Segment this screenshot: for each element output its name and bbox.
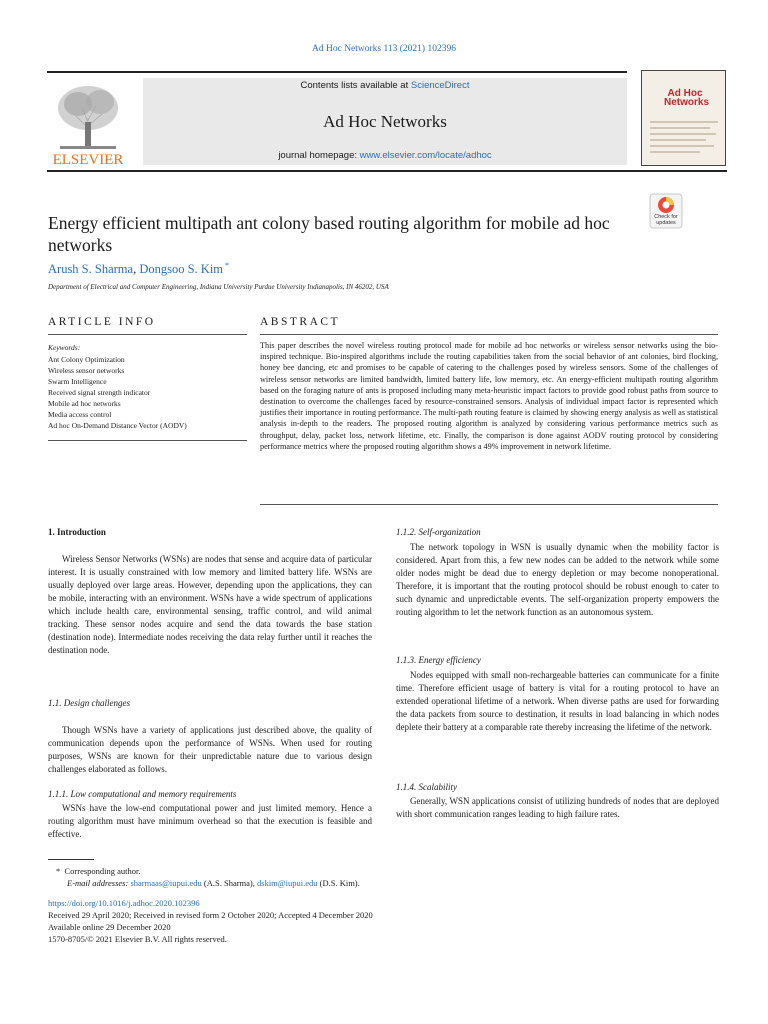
section-energy-heading: 1.1.3. Energy efficiency bbox=[396, 655, 481, 665]
sciencedirect-link[interactable]: ScienceDirect bbox=[410, 80, 470, 91]
check-for-updates-label[interactable]: Check for updates bbox=[654, 214, 678, 226]
email-sharma-name: (A.S. Sharma), bbox=[201, 878, 258, 888]
contents-prefix: Contents lists available at bbox=[300, 80, 411, 91]
intro-paragraph: Wireless Sensor Networks (WSNs) are nodes that sense and acquire data of particular interest. It is usually constrained with low memory and limited battery life. WSNs are usually deployed over large areas. However, depending upon the applications, they can be mobile, interacting with an environment. WSNs have a wide spectrum of applications which include health care, environmental sensing, traffic control, and wild animal tracking. These sensor nodes acquire and send the data towards the base station (destination node). Intermediate nodes receiving the data relay further until it reaches the destination node. bbox=[48, 554, 372, 655]
design-paragraph: Though WSNs have a variety of applications just described above, the quality of communication depends upon the performance of WSNs. When used for routing purposes, WSNs are known for their unpredictable nature due to various design challenges elaborated as follows. bbox=[48, 725, 372, 774]
keyword: Received signal strength indicator bbox=[48, 388, 151, 397]
energy-paragraph: Nodes equipped with small non-rechargeable batteries can communicate for a finite time. Therefore efficient usage of battery is vital for a routing protocol to have an extended operational lifetime of a network. When diverse paths are used for forwarding the data packets from source to destination, it results in load balancing in which nodes deplete their battery at a comparable rate thereby increasing the lifetime of the network. bbox=[396, 670, 719, 732]
elsevier-tree-logo[interactable] bbox=[48, 78, 128, 168]
email-note bbox=[67, 877, 360, 889]
keyword: Ad hoc On-Demand Distance Vector (AODV) bbox=[48, 421, 187, 430]
journal-homepage bbox=[143, 150, 627, 161]
keywords-list bbox=[48, 354, 187, 431]
email-label: E-mail addresses: bbox=[67, 878, 131, 888]
keywords-label: Keywords: bbox=[48, 343, 81, 352]
footnote-rule bbox=[48, 859, 94, 860]
section-lowcomp-heading: 1.1.1. Low computational and memory requirements bbox=[48, 789, 237, 799]
journal-reference[interactable]: Ad Hoc Networks 113 (2021) 102396 bbox=[312, 44, 456, 54]
section-design-heading: 1.1. Design challenges bbox=[48, 698, 130, 708]
corresponding-text: Corresponding author. bbox=[64, 866, 141, 876]
journal-title: Ad Hoc Networks bbox=[323, 112, 447, 131]
email-kim-link[interactable]: dskim@iupui.edu bbox=[257, 878, 318, 888]
lowcomp-paragraph: WSNs have the low-end computational power and just limited memory. Hence a routing algorithm must have minimum overhead so that the execution is feasible and effective. bbox=[48, 803, 372, 839]
corresponding-mark[interactable]: * bbox=[223, 261, 230, 270]
publisher-name: ELSEVIER bbox=[52, 152, 124, 168]
homepage-prefix: journal homepage: bbox=[278, 150, 360, 161]
section-scalability-heading: 1.1.4. Scalability bbox=[396, 782, 457, 792]
homepage-link[interactable]: www.elsevier.com/locate/adhoc bbox=[359, 150, 492, 161]
section-selforg-heading: 1.1.2. Self-organization bbox=[396, 527, 481, 537]
email-sharma-link[interactable]: sharmaas@iupui.edu bbox=[130, 878, 202, 888]
keyword: Wireless sensor networks bbox=[48, 366, 125, 375]
footnote-mark: * bbox=[56, 866, 61, 876]
paper-title: Energy efficient multipath ant colony based routing algorithm for mobile ad hoc networks bbox=[48, 213, 610, 255]
keyword: Swarm Intelligence bbox=[48, 377, 107, 386]
abstract-bottom-rule bbox=[260, 504, 718, 505]
cover-title: Ad Hoc Networks bbox=[664, 88, 710, 108]
section-introduction-heading: 1. Introduction bbox=[48, 527, 106, 537]
author-kim[interactable]: Dongsoo S. Kim bbox=[139, 262, 224, 277]
doi-link[interactable]: https://doi.org/10.1016/j.adhoc.2020.102396 bbox=[48, 898, 200, 908]
email-kim-name: (D.S. Kim). bbox=[317, 878, 360, 888]
author-list bbox=[48, 261, 229, 277]
article-info-rule bbox=[48, 334, 247, 335]
contents-line bbox=[143, 80, 627, 91]
keyword: Media access control bbox=[48, 410, 112, 419]
affiliation: Department of Electrical and Computer Engineering, Indiana University Purdue University Indianapolis, IN 46202, USA bbox=[48, 283, 389, 291]
keywords-bottom-rule bbox=[48, 440, 247, 441]
article-info-heading: ARTICLE INFO bbox=[48, 316, 156, 328]
header-bottom-rule bbox=[47, 170, 727, 172]
author-separator: , bbox=[133, 262, 140, 277]
abstract-heading: ABSTRACT bbox=[260, 316, 341, 328]
corresponding-note bbox=[56, 865, 141, 877]
abstract-text: This paper describes the novel wireless routing protocol made for mobile ad hoc networks or wireless sensor networks using the bio-inspired technique. Bio-inspired algorithms include the routing capabilities taken from the social behavior of ant colonies, bird flocking, honey bee dancing, etc and promises to be capable of catering to the challenges posed by wireless sensors. Some of the challenges of wireless sensor networks are limited bandwidth, limited battery life, low memory, etc. An energy-efficient multipath routing algorithm based on the foraging nature of ants is proposed including many meta-heuristic impact factors to provide good robust paths from source to destination to overcome the challenges faced by resource-constrained sensors. Analysis of individual impact factor is represented which justifies their importance in routing performance. The multi-path routing feature is claimed by showing energy analysis as well as statistical analysis in-depth to the readers. The proposed routing algorithm is analyzed by considering various performance metrics such as throughput, delay, packet loss, network lifetime, etc. Finally, the comparison is done against AODV routing protocol by considering performance metrics where the proposed routing algorithm shows a 49% improvement in network lifetime. bbox=[260, 341, 718, 451]
received-dates: Received 29 April 2020; Received in revised form 2 October 2020; Accepted 4 December 2020 bbox=[48, 910, 373, 920]
abstract-rule bbox=[260, 334, 718, 335]
keyword: Mobile ad hoc networks bbox=[48, 399, 121, 408]
header-top-rule bbox=[47, 71, 627, 73]
author-sharma[interactable]: Arush S. Sharma bbox=[48, 262, 134, 277]
journal-cover[interactable] bbox=[641, 70, 726, 166]
copyright: 1570-8705/© 2021 Elsevier B.V. All rights reserved. bbox=[48, 934, 227, 944]
available-online: Available online 29 December 2020 bbox=[48, 922, 171, 932]
scalability-paragraph: Generally, WSN applications consist of utilizing hundreds of nodes that are deployed with short communication ranges leading to high failure rates. bbox=[396, 796, 719, 819]
keyword: Ant Colony Optimization bbox=[48, 355, 125, 364]
selforg-paragraph: The network topology in WSN is usually dynamic when the mobility factor is considered. Apart from this, a few new nodes can be added to the network while some older nodes might be dead due to energy depletion or may become nonoperational. Therefore, it is important that the routing protocol should be robust enough to cater to such dynamic and unpredictable events. The self-organization property empowers the routing algorithm to let the network function as an autonomous system. bbox=[396, 542, 719, 617]
